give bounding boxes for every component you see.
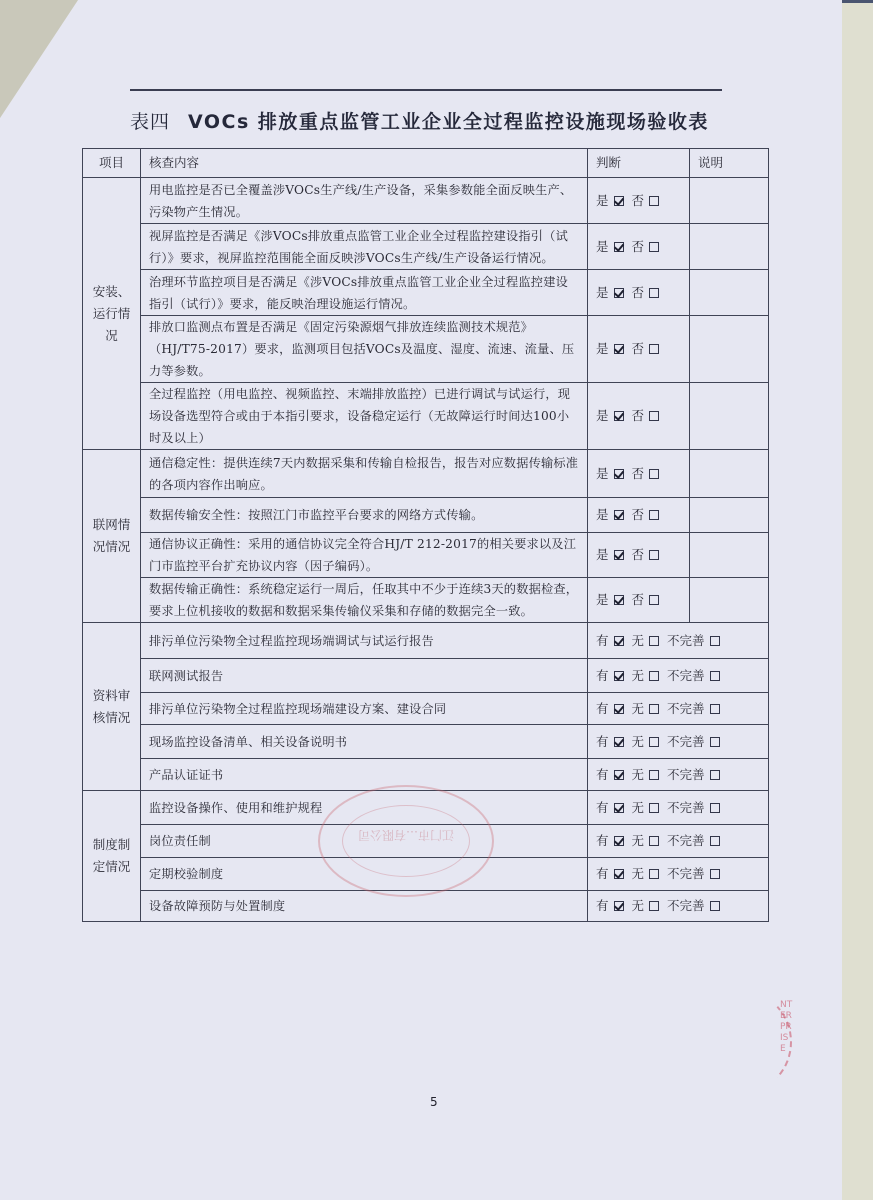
- none-checkbox[interactable]: [649, 737, 659, 747]
- judgement-cell: [588, 825, 769, 858]
- table-row: [83, 578, 769, 623]
- acceptance-table: [82, 148, 769, 922]
- judgement-cell: [588, 270, 690, 316]
- table-row: [83, 533, 769, 578]
- none-checkbox[interactable]: [649, 704, 659, 714]
- judgement-cell: [588, 725, 769, 759]
- yes-label: 是: [596, 408, 609, 423]
- no-checkbox[interactable]: [649, 242, 659, 252]
- judgement-cell: [588, 316, 690, 383]
- check-content: 监控设备操作、使用和维护规程: [141, 791, 588, 825]
- no-label: 否: [631, 592, 645, 607]
- no-checkbox[interactable]: [649, 595, 659, 605]
- no-checkbox[interactable]: [649, 196, 659, 206]
- incomplete-label: 不完善: [667, 833, 705, 848]
- table-row: [83, 791, 769, 825]
- table-row: [83, 623, 769, 659]
- has-checkbox[interactable]: [614, 671, 624, 681]
- has-label: 有: [596, 866, 609, 881]
- table-row: [83, 725, 769, 759]
- judgement-cell: [588, 178, 690, 224]
- page-title: [130, 106, 709, 138]
- category-line: 核情况: [92, 709, 131, 725]
- has-label: 有: [596, 898, 609, 913]
- incomplete-checkbox[interactable]: [710, 636, 720, 646]
- scan-edge: [842, 0, 873, 1200]
- header-rule: [130, 89, 722, 91]
- header-judgement: 判断: [588, 149, 690, 178]
- no-label: 否: [631, 547, 645, 562]
- header-item: 项目: [83, 149, 141, 178]
- table-row: [83, 383, 769, 450]
- check-content: 数据传输正确性：系统稳定运行一周后，任取其中不少于连续3天的数据检查，要求上位机接收的数据和数据采集传输仪采集和存储的数据完全一致。: [141, 578, 588, 623]
- none-checkbox[interactable]: [649, 869, 659, 879]
- incomplete-label: 不完善: [667, 766, 705, 782]
- yes-label: 是: [596, 192, 609, 208]
- judgement-cell: [588, 623, 769, 659]
- incomplete-label: 不完善: [667, 733, 705, 749]
- has-checkbox[interactable]: [614, 836, 624, 846]
- none-label: 无: [631, 700, 645, 716]
- partial-seal-text: NTERPRISE: [780, 1000, 793, 1054]
- table-row: [83, 270, 769, 316]
- yes-label: 是: [596, 592, 609, 607]
- incomplete-checkbox[interactable]: [710, 869, 720, 879]
- judgement-cell: [588, 450, 690, 498]
- judgement-cell: [588, 498, 690, 533]
- has-checkbox[interactable]: [614, 901, 624, 911]
- has-label: 有: [596, 632, 609, 648]
- category-line: 况情况: [92, 539, 131, 554]
- category-line: 安装、: [92, 283, 131, 299]
- check-content: 全过程监控（用电监控、视频监控、末端排放监控）已进行调试与试运行，现场设备选型符合或由于本指引要求，设备稳定运行（无故障运行时间达100小时及以上）: [141, 383, 588, 450]
- has-checkbox[interactable]: [614, 869, 624, 879]
- check-content: 排放口监测点布置是否满足《固定污染源烟气排放连续监测技术规范》（HJ/T75-2017）要求，监测项目包括VOCs及温度、湿度、流速、流量、压力等参数。: [141, 316, 588, 383]
- check-content: 现场监控设备清单、相关设备说明书: [141, 725, 588, 759]
- has-label: 有: [596, 799, 609, 815]
- has-label: 有: [596, 833, 609, 848]
- incomplete-label: 不完善: [667, 898, 705, 913]
- none-label: 无: [631, 667, 645, 683]
- check-content: 排污单位污染物全过程监控现场端建设方案、建设合同: [141, 693, 588, 725]
- none-label: 无: [631, 632, 645, 648]
- has-label: 有: [596, 733, 609, 749]
- check-content: 设备故障预防与处置制度: [141, 891, 588, 922]
- yes-checkbox[interactable]: [614, 510, 624, 520]
- has-label: 有: [596, 766, 609, 782]
- judgement-cell: [588, 659, 769, 693]
- incomplete-label: 不完善: [667, 700, 705, 716]
- has-label: 有: [596, 667, 609, 683]
- no-label: 否: [631, 238, 645, 254]
- yes-checkbox[interactable]: [614, 344, 624, 354]
- judgement-cell: [588, 759, 769, 791]
- judgement-cell: [588, 693, 769, 725]
- none-checkbox[interactable]: [649, 671, 659, 681]
- none-checkbox[interactable]: [649, 836, 659, 846]
- no-checkbox[interactable]: [649, 510, 659, 520]
- incomplete-checkbox[interactable]: [710, 836, 720, 846]
- category-line: 运行情: [92, 305, 131, 321]
- has-checkbox[interactable]: [614, 737, 624, 747]
- note-cell[interactable]: [690, 578, 769, 623]
- note-cell[interactable]: [690, 498, 769, 533]
- none-label: 无: [631, 833, 645, 848]
- no-checkbox[interactable]: [649, 344, 659, 354]
- incomplete-label: 不完善: [667, 799, 705, 815]
- yes-checkbox[interactable]: [614, 550, 624, 560]
- judgement-cell: [588, 224, 690, 270]
- no-checkbox[interactable]: [649, 469, 659, 479]
- table-row: [83, 224, 769, 270]
- has-checkbox[interactable]: [614, 803, 624, 813]
- no-label: 否: [631, 507, 645, 522]
- judgement-cell: [588, 891, 769, 922]
- table-title: VOCs 排放重点监管工业企业全过程监控设施现场验收表: [188, 111, 709, 133]
- category-line: 资料审: [92, 687, 131, 703]
- no-label: 否: [631, 465, 645, 481]
- note-cell[interactable]: [690, 178, 769, 224]
- incomplete-label: 不完善: [667, 667, 705, 683]
- note-cell[interactable]: [690, 224, 769, 270]
- category-install-operation: [83, 178, 141, 450]
- check-content: 产品认证证书: [141, 759, 588, 791]
- check-content: 岗位责任制: [141, 825, 588, 858]
- table-row: [83, 759, 769, 791]
- check-content: 通信稳定性：提供连续7天内数据采集和传输自检报告，报告对应数据传输标准的各项内容作出响应。: [141, 450, 588, 498]
- check-content: 排污单位污染物全过程监控现场端调试与试运行报告: [141, 623, 588, 659]
- no-label: 否: [631, 408, 645, 423]
- none-checkbox[interactable]: [649, 770, 659, 780]
- table-row: [83, 858, 769, 891]
- none-label: 无: [631, 799, 645, 815]
- category-line: 况: [105, 327, 118, 343]
- table-row: [83, 178, 769, 224]
- yes-label: 是: [596, 238, 609, 254]
- incomplete-label: 不完善: [667, 866, 705, 881]
- yes-checkbox[interactable]: [614, 469, 624, 479]
- yes-label: 是: [596, 341, 609, 356]
- category-line: 制度制: [92, 837, 131, 852]
- yes-checkbox[interactable]: [614, 411, 624, 421]
- category-line: 定情况: [92, 859, 131, 874]
- table-row: [83, 498, 769, 533]
- none-checkbox[interactable]: [649, 636, 659, 646]
- has-checkbox[interactable]: [614, 636, 624, 646]
- has-checkbox[interactable]: [614, 704, 624, 714]
- none-label: 无: [631, 766, 645, 782]
- none-checkbox[interactable]: [649, 901, 659, 911]
- incomplete-checkbox[interactable]: [710, 737, 720, 747]
- no-label: 否: [631, 284, 645, 300]
- no-label: 否: [631, 192, 645, 208]
- incomplete-checkbox[interactable]: [710, 704, 720, 714]
- table-row: [83, 450, 769, 498]
- seal-text: 江门市…有限公司: [358, 828, 455, 842]
- note-cell[interactable]: [690, 270, 769, 316]
- incomplete-checkbox[interactable]: [710, 803, 720, 813]
- incomplete-label: 不完善: [667, 632, 705, 648]
- note-cell[interactable]: [690, 316, 769, 383]
- check-content: 用电监控是否已全覆盖涉VOCs生产线/生产设备，采集参数能全面反映生产、污染物产生情况。: [141, 178, 588, 224]
- table-row: [83, 693, 769, 725]
- yes-checkbox[interactable]: [614, 288, 624, 298]
- table-row: [83, 891, 769, 922]
- header-content: 核查内容: [141, 149, 588, 178]
- note-cell[interactable]: [690, 533, 769, 578]
- no-label: 否: [631, 341, 645, 356]
- check-content: 视屏监控是否满足《涉VOCs排放重点监管工业企业全过程监控建设指引（试行）》要求，视屏监控范围能全面反映涉VOCs生产线/生产设备运行情况。: [141, 224, 588, 270]
- note-cell[interactable]: [690, 450, 769, 498]
- judgement-cell: [588, 791, 769, 825]
- note-cell[interactable]: [690, 383, 769, 450]
- yes-label: 是: [596, 465, 609, 481]
- no-checkbox[interactable]: [649, 550, 659, 560]
- judgement-cell: [588, 383, 690, 450]
- incomplete-checkbox[interactable]: [710, 901, 720, 911]
- check-content: 数据传输安全性：按照江门市监控平台要求的网络方式传输。: [141, 498, 588, 533]
- yes-checkbox[interactable]: [614, 595, 624, 605]
- no-checkbox[interactable]: [649, 288, 659, 298]
- check-content: 定期校验制度: [141, 858, 588, 891]
- category-line: 联网情: [92, 517, 131, 532]
- judgement-cell: [588, 858, 769, 891]
- yes-checkbox[interactable]: [614, 242, 624, 252]
- table-row: [83, 825, 769, 858]
- table-row: [83, 316, 769, 383]
- yes-label: 是: [596, 547, 609, 562]
- has-checkbox[interactable]: [614, 770, 624, 780]
- page-number: 5: [430, 1095, 438, 1109]
- incomplete-checkbox[interactable]: [710, 671, 720, 681]
- category-system-policies: [83, 791, 141, 922]
- table-header-row: [83, 149, 769, 178]
- check-content: 治理环节监控项目是否满足《涉VOCs排放重点监管工业企业全过程监控建设指引（试行）》要求，能反映治理设施运行情况。: [141, 270, 588, 316]
- incomplete-checkbox[interactable]: [710, 770, 720, 780]
- none-checkbox[interactable]: [649, 803, 659, 813]
- yes-label: 是: [596, 507, 609, 522]
- none-label: 无: [631, 866, 645, 881]
- table-row: [83, 659, 769, 693]
- yes-checkbox[interactable]: [614, 196, 624, 206]
- check-content: 通信协议正确性：采用的通信协议完全符合HJ/T 212-2017的相关要求以及江门市监控平台扩充协议内容（因子编码）。: [141, 533, 588, 578]
- check-content: 联网测试报告: [141, 659, 588, 693]
- has-label: 有: [596, 700, 609, 716]
- category-network: [83, 450, 141, 623]
- header-note: 说明: [690, 149, 769, 178]
- judgement-cell: [588, 533, 690, 578]
- scan-edge-top: [842, 0, 873, 3]
- category-document-review: [83, 623, 141, 791]
- table-number: 表四: [130, 111, 171, 133]
- yes-label: 是: [596, 284, 609, 300]
- none-label: 无: [631, 898, 645, 913]
- no-checkbox[interactable]: [649, 411, 659, 421]
- judgement-cell: [588, 578, 690, 623]
- none-label: 无: [631, 733, 645, 749]
